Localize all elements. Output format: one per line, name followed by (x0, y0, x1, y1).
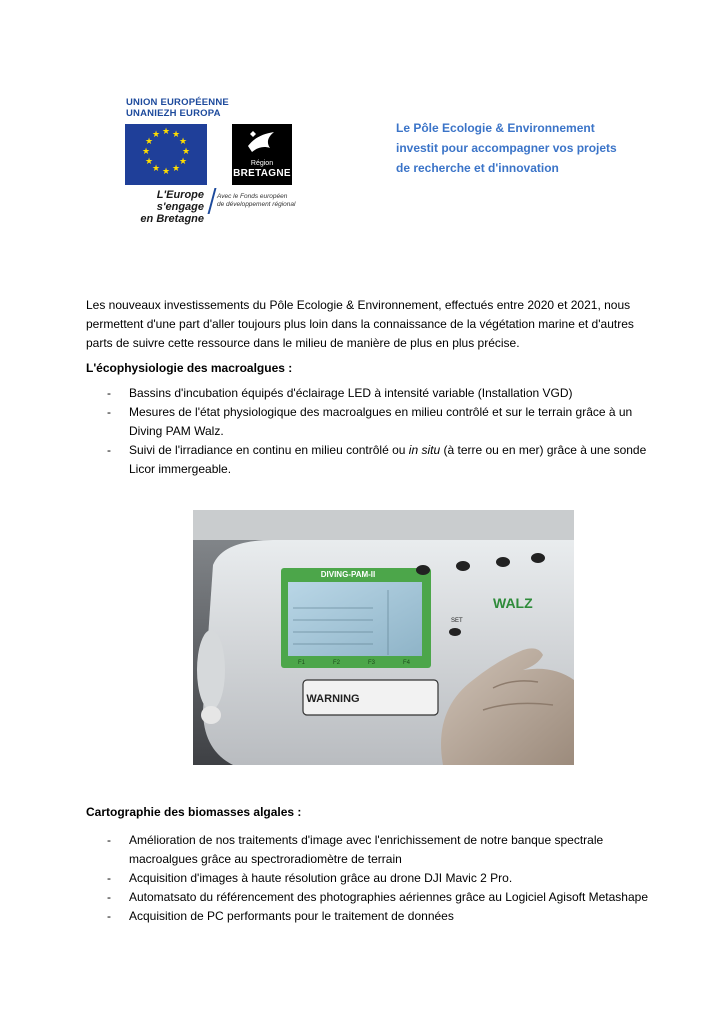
svg-text:★: ★ (178, 136, 188, 146)
device-name-label: DIVING-PAM-II (320, 570, 376, 579)
intro-paragraph: Les nouveaux investissements du Pôle Ecologie & Environnement, effectués entre 2020 et 2021, nous permettent d'une part d'aller toujours plus loin dans la connaissance de la végétation marine et d'autres parts de suivre cette ressource dans le milieu de manière de plus en plus précise. (86, 298, 634, 350)
tagline-divider (208, 188, 217, 214)
list-dash: - (107, 871, 111, 885)
fund-note-line1: Avec le Fonds européen (217, 193, 288, 200)
svg-text:★: ★ (144, 136, 154, 146)
ecophysiologie-list (107, 384, 652, 479)
eu-stars-icon (125, 124, 207, 185)
list-item (107, 831, 652, 869)
pole-line3: de recherche et d'innovation (396, 161, 559, 175)
pole-heading (396, 118, 640, 178)
list-dash: - (107, 890, 111, 904)
svg-text:★: ★ (151, 129, 161, 139)
list-item (107, 441, 652, 479)
svg-text:★: ★ (171, 163, 181, 173)
fkey-label: F3 (368, 660, 376, 666)
diving-pam-photo (193, 510, 574, 765)
fund-note-line2: de développement régional (217, 201, 296, 208)
eu-name-line2: UNANIEZH EUROPA (126, 108, 221, 119)
list-item (107, 403, 652, 441)
pole-line1: Le Pôle Ecologie & Environnement (396, 121, 595, 135)
list-dash: - (107, 833, 111, 847)
list-item-text: Acquisition de PC performants pour le traitement de données (129, 909, 454, 923)
svg-text:★: ★ (178, 156, 188, 166)
list-dash: - (107, 386, 111, 400)
list-item-text-end: (à terre ou en mer) grâce à une sonde Licor immergeable. (129, 443, 647, 476)
fkey-label: F1 (298, 660, 306, 666)
fkey-label: F4 (403, 660, 411, 666)
region-name: BRETAGNE (233, 168, 291, 179)
tagline-line1: L'Europe s'engage (156, 189, 204, 213)
list-item (107, 869, 652, 888)
eu-name (126, 97, 229, 119)
section-heading-cartographie: Cartographie des biomasses algales : (86, 805, 302, 819)
fkey-label: F2 (333, 660, 341, 666)
list-dash: - (107, 443, 111, 457)
pole-line2: investit pour accompagner vos projets (396, 141, 617, 155)
section-heading-ecophysiologie: L'écophysiologie des macroalgues : (86, 361, 293, 375)
region-label: Région (250, 160, 274, 167)
svg-text:★: ★ (181, 146, 191, 156)
svg-text:★: ★ (151, 163, 161, 173)
cartographie-list (107, 831, 652, 926)
fund-note (217, 193, 295, 209)
list-item-text: Bassins d'incubation équipés d'éclairage LED à intensité variable (Installation VGD) (129, 386, 573, 400)
list-dash: - (107, 405, 111, 419)
list-dash: - (107, 909, 111, 923)
list-item-text: Automatsato du référencement des photographies aériennes grâce au Logiciel Agisoft Metashape (129, 890, 648, 904)
svg-text:★: ★ (144, 156, 154, 166)
in-situ-text: in situ (408, 443, 441, 457)
eu-flag-logo (125, 124, 207, 185)
tagline-line2: en Bretagne (140, 213, 204, 225)
device-photo-illustration (193, 510, 574, 765)
europe-tagline (120, 189, 204, 225)
list-item (107, 384, 652, 403)
list-item-text: Mesures de l'état physiologique des macroalgues en milieu contrôlé et sur le terrain grâce à un Diving PAM Walz. (129, 405, 633, 438)
svg-text:★: ★ (161, 166, 171, 176)
svg-text:★: ★ (141, 146, 151, 156)
set-label: SET (451, 618, 463, 624)
list-item-text: Amélioration de nos traitements d'image avec l'enrichissement de notre banque spectrale macroalgues grâce au spectroradiomètre de terrain (129, 833, 604, 866)
region-bretagne-logo (232, 124, 292, 185)
warning-label: WARNING (306, 693, 360, 705)
list-item (107, 907, 652, 926)
ermine-bird-icon (244, 128, 280, 158)
list-item (107, 888, 652, 907)
svg-text:★: ★ (161, 126, 171, 136)
list-item-text: Suivi de l'irradiance en continu en milieu contrôlé ou (129, 443, 409, 457)
svg-text:★: ★ (171, 129, 181, 139)
brand-label: WALZ (493, 595, 533, 611)
list-item-text: Acquisition d'images à haute résolution grâce au drone DJI Mavic 2 Pro. (129, 871, 513, 885)
eu-name-line1: UNION EUROPÉENNE (126, 97, 229, 108)
